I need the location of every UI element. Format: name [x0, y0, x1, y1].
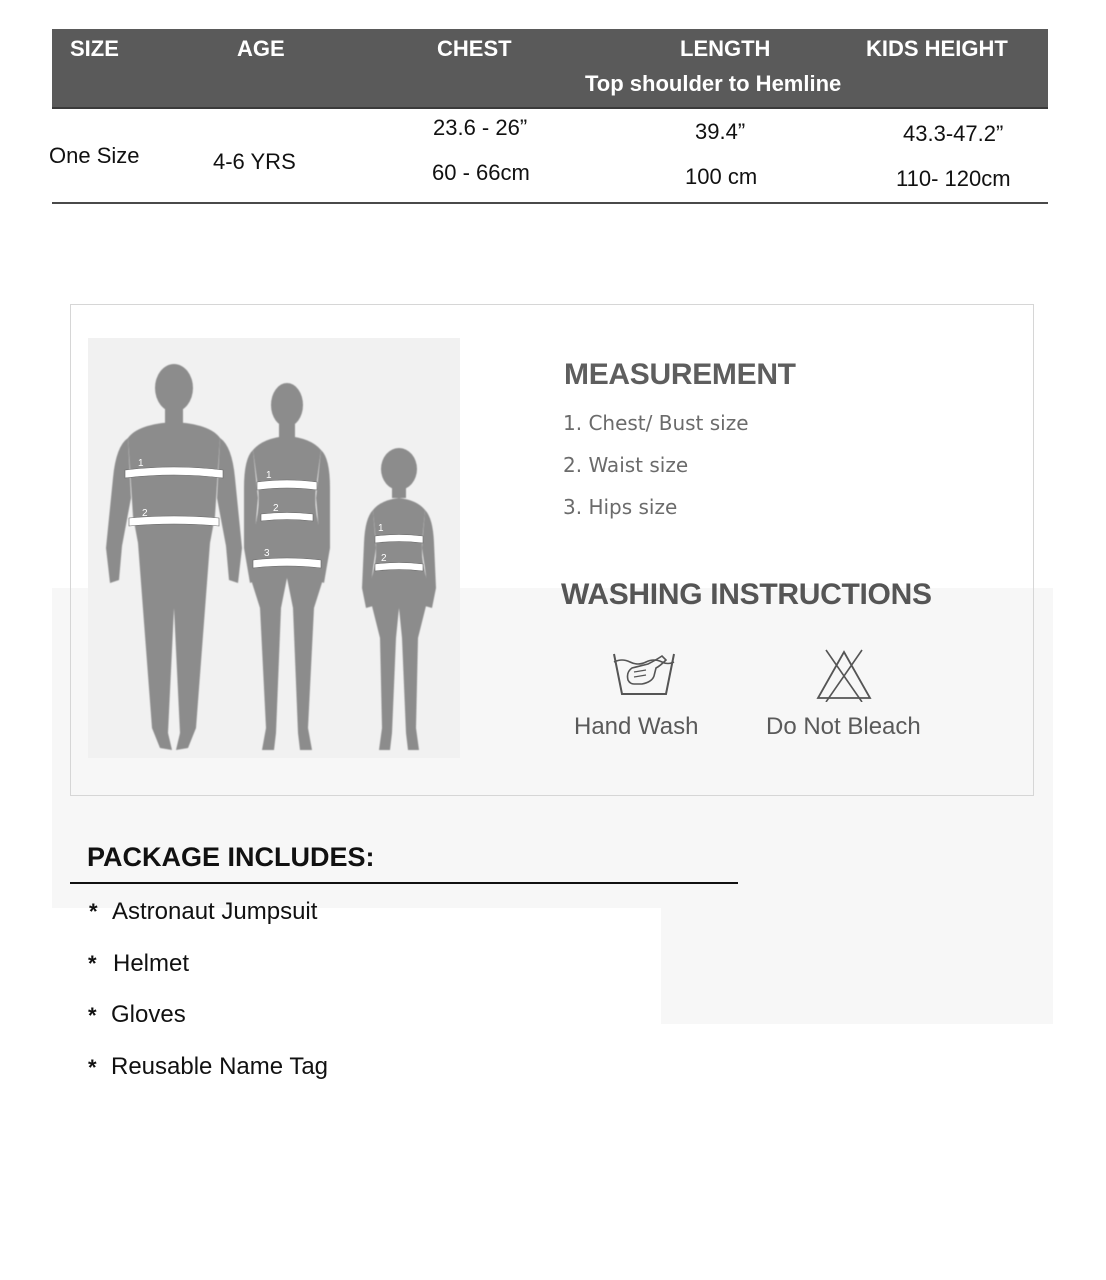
cell-height-in: 43.3-47.2” [903, 121, 1004, 146]
package-item-jumpsuit: Astronaut Jumpsuit [112, 898, 318, 925]
child-label-1: 1 [378, 523, 384, 534]
washing-title: WASHING INSTRUCTIONS [561, 578, 932, 611]
package-title-rule [70, 882, 738, 884]
hand-wash-label: Hand Wash [574, 713, 699, 740]
header-age: AGE [237, 36, 285, 61]
bullet-star: * [88, 1055, 97, 1080]
table-bottom-rule [52, 202, 1048, 204]
man-label-1: 1 [138, 458, 144, 469]
bullet-star: * [89, 899, 98, 924]
man-label-2: 2 [142, 508, 148, 519]
no-bleach-icon [814, 648, 874, 702]
woman-label-1: 1 [266, 470, 272, 481]
measurement-item-waist: 2. Waist size [563, 453, 689, 477]
child-chest-tape [375, 535, 423, 544]
measurement-item-chest: 1. Chest/ Bust size [563, 411, 749, 435]
header-chest: CHEST [437, 36, 512, 61]
header-length-sub: Top shoulder to Hemline [585, 71, 842, 96]
background-panel-tail [661, 908, 1053, 1024]
header-length: LENGTH [680, 36, 771, 61]
cell-length-in: 39.4” [695, 119, 746, 144]
man-figure-icon [106, 364, 242, 750]
measurement-title: MEASUREMENT [564, 358, 796, 391]
bullet-star: * [88, 1003, 97, 1028]
woman-label-3: 3 [264, 548, 270, 559]
cell-chest-in: 23.6 - 26” [433, 115, 528, 140]
cell-size: One Size [49, 143, 140, 168]
bullet-star: * [88, 951, 97, 976]
cell-age: 4-6 YRS [213, 149, 296, 174]
woman-label-2: 2 [273, 503, 279, 514]
package-item-gloves: Gloves [111, 1001, 186, 1028]
package-title: PACKAGE INCLUDES: [87, 842, 375, 872]
child-label-2: 2 [381, 553, 387, 564]
header-kids-height: KIDS HEIGHT [866, 36, 1008, 61]
figures-svg [88, 338, 460, 758]
no-bleach-label: Do Not Bleach [766, 713, 921, 740]
measurement-item-hips: 3. Hips size [563, 495, 678, 519]
cell-chest-cm: 60 - 66cm [432, 160, 530, 185]
header-size: SIZE [70, 36, 119, 61]
woman-waist-tape [261, 513, 313, 522]
package-item-name-tag: Reusable Name Tag [111, 1053, 329, 1080]
package-item-helmet: Helmet [113, 950, 190, 977]
child-figure-icon [362, 448, 436, 750]
hand-wash-icon [612, 650, 676, 700]
cell-length-cm: 100 cm [685, 164, 758, 189]
cell-height-cm: 110- 120cm [896, 166, 1011, 191]
body-figures-illustration [88, 338, 460, 758]
